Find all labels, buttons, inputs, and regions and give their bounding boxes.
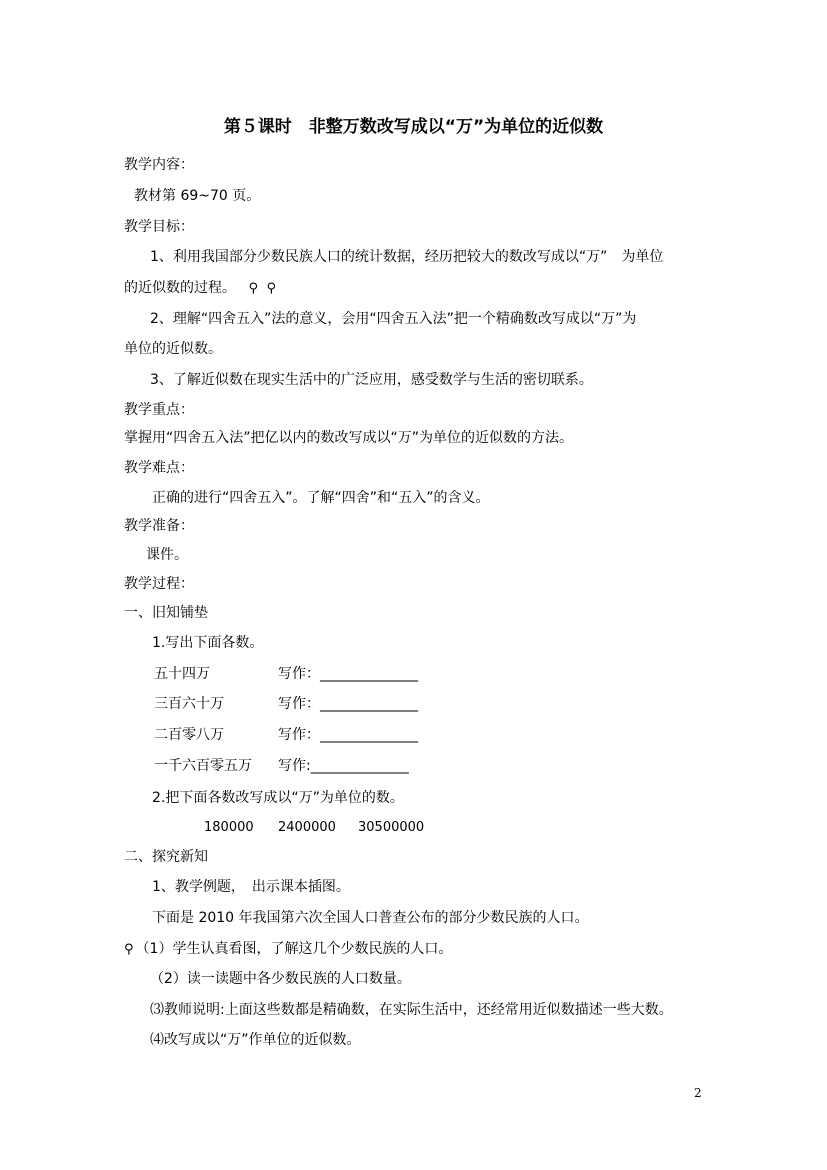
answer-blank: ______________ [310,758,409,774]
page-number: 2 [694,1086,702,1100]
step-3: ⑶教师说明:上面这些数都是精确数，在实际生活中，还经常用近似数描述一些大数。 [150,1002,673,1018]
difficulty-text: 正确的进行“四舍五入”。了解“四舍”和“五入”的含义。 [152,490,490,506]
step-1-line [124,940,452,959]
example-intro: 下面是 2010 年我国第六次全国人口普查公布的部分少数民族的人口。 [152,910,589,926]
write-item-word: 三百六十万 [154,696,224,712]
number-item: 2400000 [278,820,336,835]
goal-1-line-2 [124,279,276,298]
prep-label: 教学准备： [124,518,194,534]
write-item-label [278,665,418,683]
key-text: 掌握用“四舍五入法”把亿以内的数改写成以“万”为单位的近似数的方法。 [124,430,574,446]
goals-label: 教学目标： [124,219,194,235]
magnifier-icon: ⚲ [248,281,258,296]
section-1-heading: 一、旧知铺垫 [124,605,208,621]
write-item-label [278,726,418,744]
write-item-label [278,695,418,713]
goal-1-line-1: 1、利用我国部分少数民族人口的统计数据，经历把较大的数改写成以“万” 为单位 [150,249,664,265]
magnifier-icon: ⚲ [124,942,134,957]
write-item-word: 五十四万 [154,666,210,682]
process-label: 教学过程： [124,576,194,592]
write-item-word: 二百零八万 [154,727,224,743]
write-item-word: 一千六百零五万 [154,758,252,774]
question-1: 1.写出下面各数。 [152,635,264,651]
step-1: （1）学生认真看图，了解这几个少数民族的人口。 [135,941,453,957]
goal-2-line-2: 单位的近似数。 [124,341,222,357]
goal-3: 3、了解近似数在现实生活中的广泛应用，感受数学与生活的密切联系。 [150,372,593,388]
lesson-title: 第５课时 非整万数改写成以“万”为单位的近似数 [223,117,604,137]
magnifier-icon: ⚲ [266,281,276,296]
answer-blank: ______________ [320,696,418,712]
difficulty-label: 教学难点： [124,460,194,476]
goal-1-line-2-text: 的近似数的过程。 [124,280,236,296]
number-item: 180000 [204,820,254,835]
goal-2-line-1: 2、理解“四舍五入”法的意义，会用“四舍五入法”把一个精确数改写成以“万”为 [150,311,637,327]
example-1: 1、教学例题， 出示课本插图。 [152,879,350,895]
step-4: ⑷改写成以“万”作单位的近似数。 [150,1032,361,1048]
question-2: 2.把下面各数改写成以“万”为单位的数。 [152,790,404,806]
write-item-label [278,757,409,775]
step-2: （2）读一读题中各少数民族的人口数量。 [150,971,411,987]
number-item: 30500000 [358,820,425,835]
content-label: 教学内容： [124,157,194,173]
content-text: 教材第 69~70 页。 [134,188,261,204]
answer-blank: ______________ [320,727,418,743]
write-label: 写作： [278,696,320,712]
key-label: 教学重点： [124,402,194,418]
answer-blank: ______________ [320,666,418,682]
write-label: 写作： [278,666,320,682]
numbers-row [204,819,424,837]
write-label: 写作： [278,727,320,743]
section-2-heading: 二、探究新知 [124,849,208,865]
prep-text: 课件。 [146,547,188,563]
write-label: 写作: [278,758,311,774]
